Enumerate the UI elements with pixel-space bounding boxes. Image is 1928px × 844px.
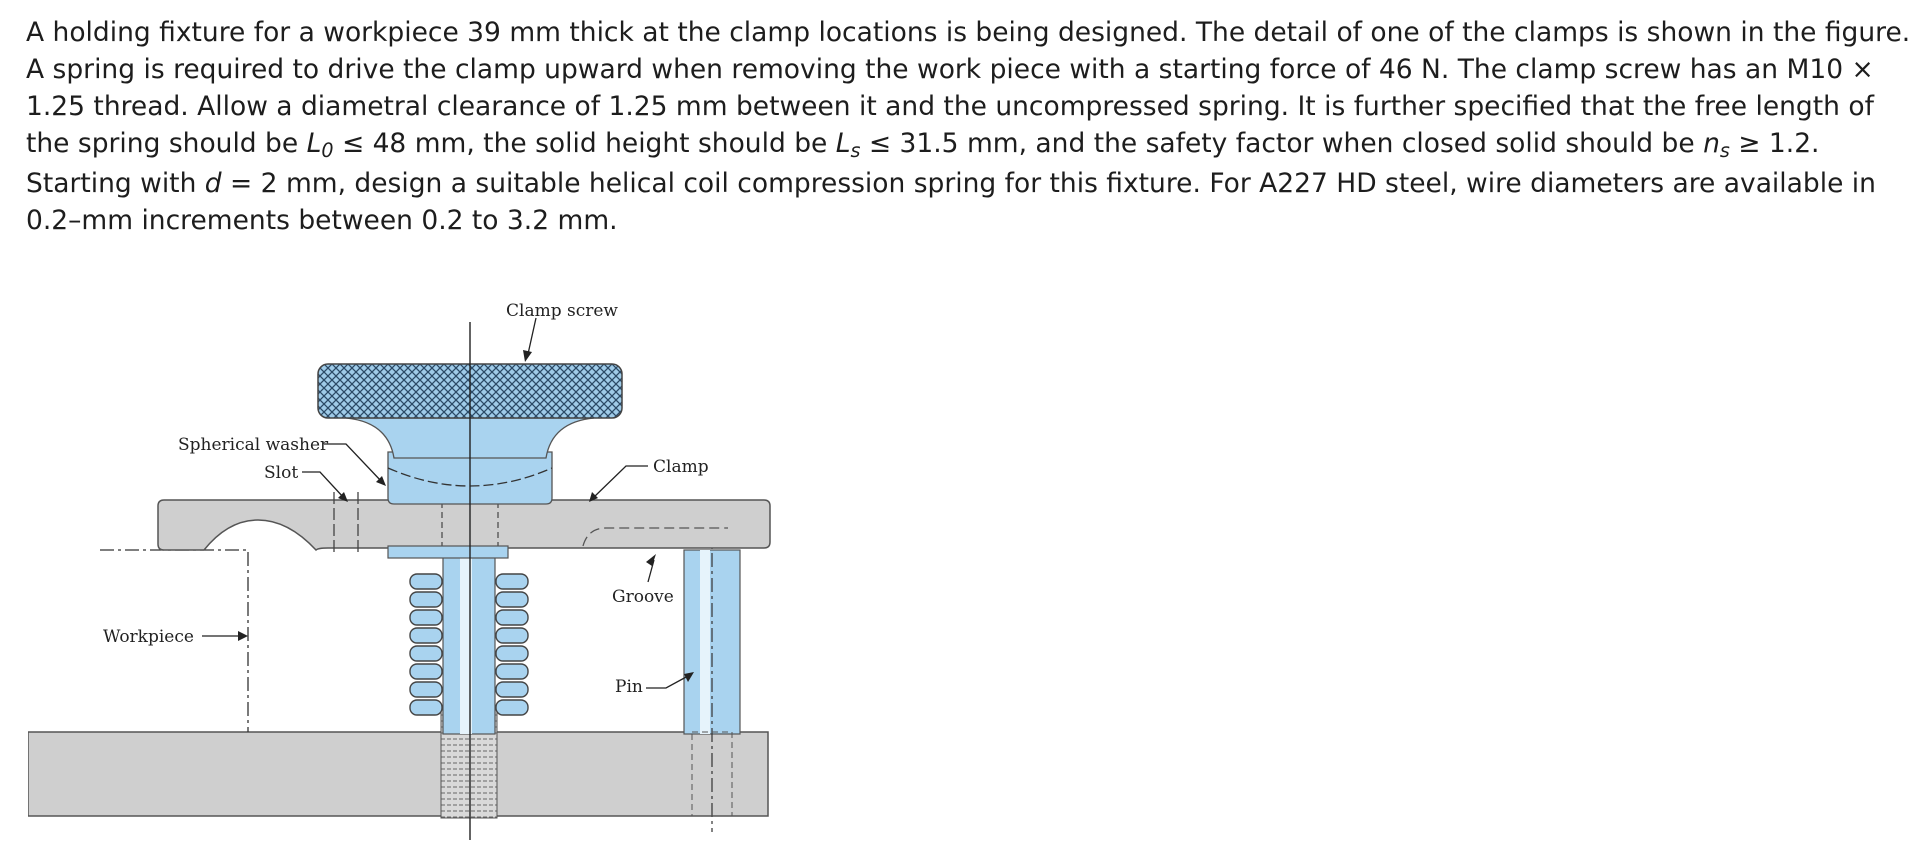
safety-factor-symbol: n (1703, 128, 1720, 159)
label-workpiece: Workpiece (103, 627, 194, 647)
problem-text-4: ≥ 1.2. Starting with (26, 128, 1820, 199)
safety-factor-subscript: s (1719, 140, 1730, 163)
base-plate (28, 732, 768, 816)
free-length-subscript: 0 (321, 140, 334, 163)
label-pin: Pin (615, 677, 643, 697)
problem-text-5: = 2 mm, design a suitable helical coil compression spring for this fixture. For A227 HD steel, wire diameters are available in 0.2–mm increments between 0.2 to 3.2 mm. (26, 168, 1876, 236)
problem-text-1: A holding fixture for a workpiece 39 mm thick at the clamp locations is being designed. The detail of one of the clamps is shown in the figure. A spring is required to drive the clamp upward when removing the work piece with a starting force of 46 N. The clamp screw has an M10 × 1.25 thread. Allow a diametral clearance of 1.25 mm between it and the uncompressed spring. It is further specified that the free length of the spring should be (26, 17, 1911, 159)
screw-collar (388, 546, 508, 558)
label-spherical-washer: Spherical washer (178, 435, 329, 455)
label-groove: Groove (612, 587, 674, 607)
solid-height-symbol: L (835, 128, 851, 159)
pin-highlight (700, 550, 710, 734)
label-clamp: Clamp (653, 457, 709, 477)
clamp-fixture-figure (28, 292, 788, 844)
problem-text-3: ≤ 31.5 mm, and the safety factor when closed solid should be (860, 128, 1704, 159)
spring-right-coils (496, 574, 528, 715)
clamp-plate (158, 500, 770, 550)
free-length-symbol: L (306, 128, 322, 159)
spring-left-coils (410, 574, 442, 715)
problem-statement (26, 14, 1916, 239)
solid-height-subscript: s (850, 140, 861, 163)
label-clamp-screw: Clamp screw (506, 301, 618, 321)
label-slot: Slot (264, 463, 299, 483)
problem-text-2: ≤ 48 mm, the solid height should be (333, 128, 836, 159)
wire-diameter-symbol: d (204, 168, 222, 199)
